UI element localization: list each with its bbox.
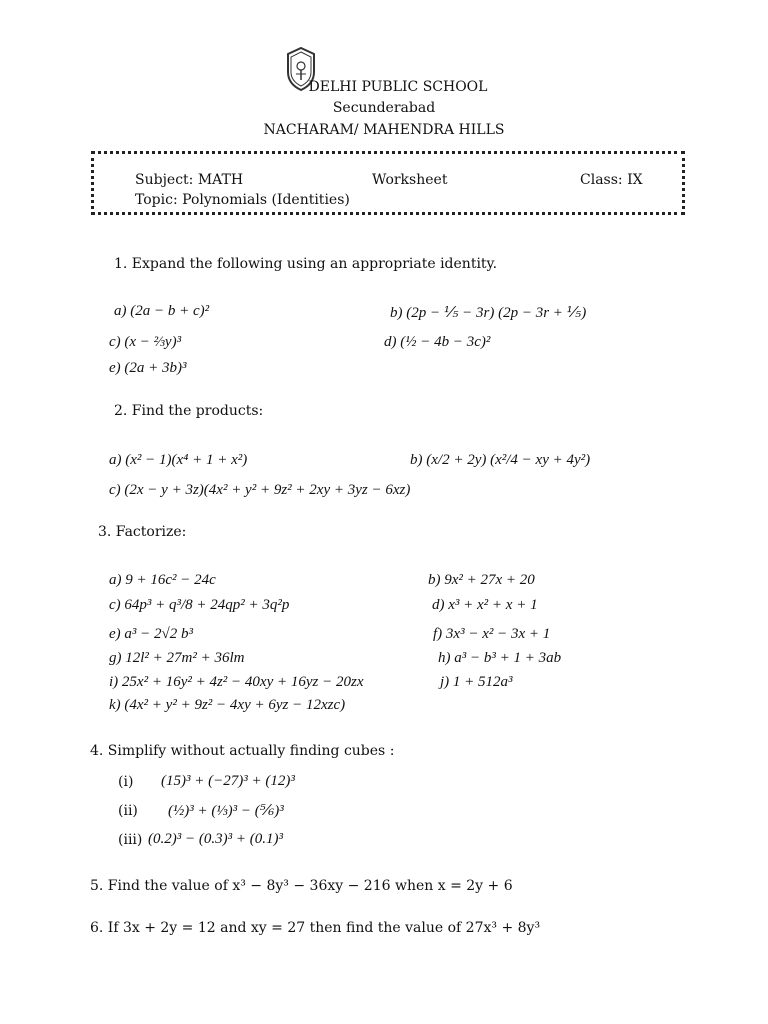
q4-heading: 4. Simplify without actually finding cubes :	[90, 743, 395, 759]
q2-item-c: c) (2x − y + 3z)(4x² + y² + 9z² + 2xy + 3yz − 6xz)	[109, 482, 411, 498]
subject-label: Subject: MATH	[135, 172, 244, 188]
q3-item-e: e) a³ − 2√2 b³	[109, 626, 194, 642]
q3-item-g: g) 12l² + 27m² + 36lm	[109, 650, 245, 666]
q4-label-i: (i)	[118, 774, 134, 790]
q3-heading: 3. Factorize:	[98, 524, 187, 540]
q1-item-e: e) (2a + 3b)³	[109, 360, 187, 376]
class-label: Class: IX	[580, 172, 643, 188]
q1-item-a: a) (2a − b + c)²	[114, 303, 210, 319]
q3-item-a: a) 9 + 16c² − 24c	[109, 572, 216, 588]
q1-item-c: c) (x − ⅔y)³	[109, 334, 182, 350]
q1-item-b: b) (2p − ⅕ − 3r) (2p − 3r + ⅕)	[390, 305, 587, 321]
q3-item-h: h) a³ − b³ + 1 + 3ab	[438, 650, 562, 666]
q3-item-f: f) 3x³ − x² − 3x + 1	[433, 626, 551, 642]
q2-heading: 2. Find the products:	[114, 403, 264, 419]
q4-label-iii: (iii)	[118, 832, 143, 848]
q3-item-j: j) 1 + 512a³	[440, 674, 513, 690]
q3-item-d: d) x³ + x² + x + 1	[432, 597, 538, 613]
q4-item-ii: (½)³ + (⅓)³ − (⅚)³	[168, 803, 284, 819]
q6-text: 6. If 3x + 2y = 12 and xy = 27 then find the value of 27x³ + 8y³	[90, 920, 541, 936]
worksheet-label: Worksheet	[372, 172, 448, 188]
school-city: Secunderabad	[332, 100, 436, 116]
topic-label: Topic: Polynomials (Identities)	[135, 192, 350, 208]
q4-label-ii: (ii)	[118, 803, 138, 819]
q3-item-i: i) 25x² + 16y² + 4z² − 40xy + 16yz − 20zx	[109, 674, 364, 690]
q2-item-b: b) (x/2 + 2y) (x²/4 − xy + 4y²)	[410, 452, 591, 468]
q4-item-i: (15)³ + (−27)³ + (12)³	[161, 773, 295, 789]
q3-item-c: c) 64p³ + q³/8 + 24qp² + 3q²p	[109, 597, 290, 613]
q1-heading: 1. Expand the following using an appropriate identity.	[114, 256, 498, 272]
q2-item-a: a) (x² − 1)(x⁴ + 1 + x²)	[109, 452, 248, 468]
q4-item-iii: (0.2)³ − (0.3)³ + (0.1)³	[148, 831, 283, 847]
q3-item-b: b) 9x² + 27x + 20	[428, 572, 535, 588]
q3-item-k: k) (4x² + y² + 9z² − 4xy + 6yz − 12xzc)	[109, 697, 346, 713]
q1-item-d: d) (½ − 4b − 3c)²	[384, 334, 491, 350]
school-name: DELHI PUBLIC SCHOOL	[308, 79, 488, 95]
q5-text: 5. Find the value of x³ − 8y³ − 36xy − 216 when x = 2y + 6	[90, 878, 513, 894]
school-branch: NACHARAM/ MAHENDRA HILLS	[263, 122, 505, 138]
